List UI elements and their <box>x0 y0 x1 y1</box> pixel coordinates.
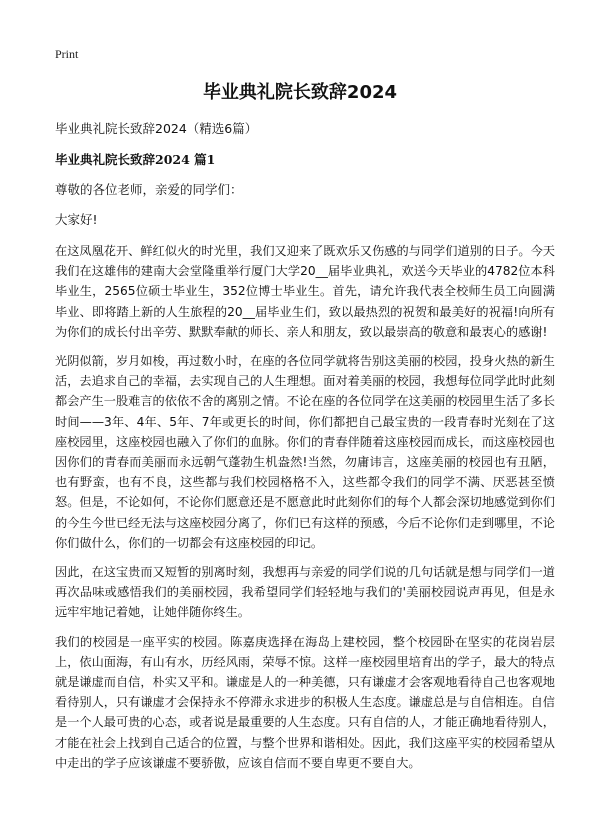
section-heading: 毕业典礼院长致辞2024 篇1 <box>55 152 216 167</box>
paragraph: 因此，在这宝贵而又短暂的别离时刻，我想再与亲爱的同学们说的几句话就是想与同学们一道再次品味或感悟我们的美丽校园，我希望同学们轻轻地与我们的'美丽校园说声再见，但是永远牢牢地记着她，让她伴随你终生。 <box>55 565 555 620</box>
document-body <box>55 120 555 782</box>
paragraph: 在这凤凰花开、鲜红似火的时光里，我们又迎来了既欢乐又伤感的与同学们道别的日子。今天我们在这雄伟的建南大会堂隆重举行厦门大学20__届毕业典礼，欢送今天毕业的4782位本科毕业生，2565位硕士毕业生，352位博士毕业生。首先，请允许我代表全校师生员工向圆满毕业、即将踏上新的人生旅程的20__届毕业生们，致以最热烈的祝贺和最美好的祝福!向所有为你们的成长付出辛劳、默默奉献的师长、亲人和朋友，致以最崇高的敬意和最衷心的感谢! <box>55 244 555 339</box>
greeting: 大家好! <box>55 212 98 227</box>
document-title: 毕业典礼院长致辞2024 <box>202 82 398 103</box>
paragraph: 我们的校园是一座平实的校园。陈嘉庚选择在海岛上建校园，整个校园卧在坚实的花岗岩层上，依山面海，有山有水，历经风雨，荣辱不惊。这样一座校园里培育出的学子，最大的特点就是谦虚而自信，朴实又平和。谦虚是人的一种美德，只有谦虚才会客观地看待自己也客观地看待别人，只有谦虚才会保持永不停滞永求进步的积极人生态度。谦虚总是与自信相连。自信是一个人最可贵的心态，或者说是最重要的人生态度。只有自信的人，才能正确地看待别人，才能在社会上找到自己适合的位置，与整个世界和谐相处。因此，我们这座平实的校园希望从中走出的学子应该谦虚不要骄傲，应该自信而不要自卑更不要自大。 <box>55 634 555 770</box>
print-label: Print <box>55 47 79 61</box>
salutation: 尊敬的各位老师，亲爱的同学们： <box>55 182 243 197</box>
paragraph: 光阴似箭，岁月如梭，再过数小时，在座的各位同学就将告别这美丽的校园，投身火热的新生活，去追求自己的幸福，去实现自己的人生理想。面对着美丽的校园，我想每位同学此时此刻都会产生一股难言的依依不舍的离别之情。不论在座的各位同学在这美丽的校园里生活了多长时间——3年、4年、5年、7年或更长的时间，你们都把自己最宝贵的一段青春时光刻在了这座校园里，这座校园也融入了你们的血脉。你们的青春伴随着这座校园而成长，而这座校园也因你们的青春而美丽而永远朝气蓬勃生机盎然!当然，勿庸讳言，这座美丽的校园也有丑陋，也有野蛮，也有不良，这些都与我们校园格格不入，这些都令我们的同学不满、厌恶甚至愤怒。但是，不论如何，不论你们愿意还是不愿意此时此刻你们的每个人都会深切地感觉到你们的今生今世已经无法与这座校园分离了，你们已有这样的预感，今后不论你们走到哪里，不论你们做什么，你们的一切都会有这座校园的印记。 <box>55 354 555 550</box>
document-subtitle: 毕业典礼院长致辞2024（精选6篇） <box>55 121 258 136</box>
